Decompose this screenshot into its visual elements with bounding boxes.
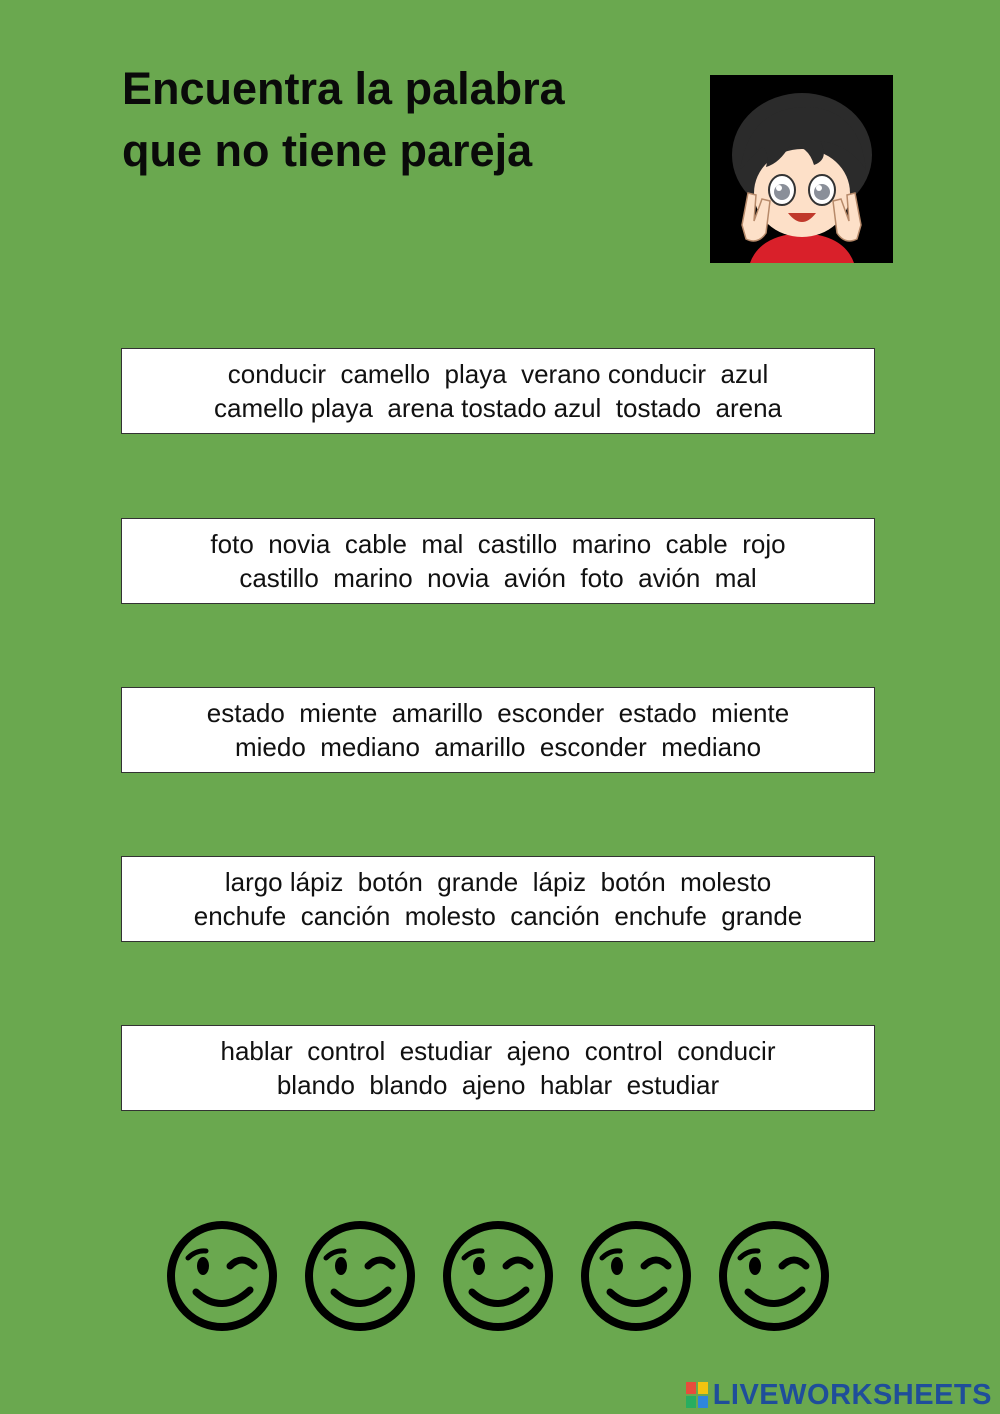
cartoon-girl-peace-sign-icon bbox=[710, 75, 893, 263]
word-line: castillo marino novia avión foto avión mal bbox=[239, 563, 757, 593]
winking-face-icon[interactable] bbox=[442, 1220, 554, 1332]
title-line-2: que no tiene pareja bbox=[122, 125, 533, 176]
smiley-row bbox=[0, 1220, 1000, 1332]
title-line-1: Encuentra la palabra bbox=[122, 63, 565, 114]
footer-brand-text: LIVEWORKSHEETS bbox=[712, 1378, 992, 1411]
word-box-1 bbox=[121, 348, 875, 434]
word-line: camello playa arena tostado azul tostado arena bbox=[213, 393, 783, 423]
word-line: enchufe canción molesto canción enchufe grande bbox=[193, 901, 803, 931]
word-line: miedo mediano amarillo esconder mediano bbox=[234, 732, 762, 762]
winking-face-icon[interactable] bbox=[166, 1220, 278, 1332]
word-line: largo lápiz botón grande lápiz botón molesto bbox=[224, 867, 772, 897]
winking-face-icon[interactable] bbox=[718, 1220, 830, 1332]
winking-face-icon[interactable] bbox=[580, 1220, 692, 1332]
winking-face-icon[interactable] bbox=[304, 1220, 416, 1332]
word-box-2 bbox=[121, 518, 875, 604]
footer-brand[interactable] bbox=[685, 1378, 992, 1412]
word-box-4 bbox=[121, 856, 875, 942]
word-box-3 bbox=[121, 687, 875, 773]
liveworksheets-logo-icon bbox=[685, 1381, 709, 1409]
page-title bbox=[122, 58, 565, 182]
word-line: conducir camello playa verano conducir azul bbox=[227, 359, 769, 389]
word-line: hablar control estudiar ajeno control conducir bbox=[220, 1036, 776, 1066]
word-line: foto novia cable mal castillo marino cable rojo bbox=[210, 529, 786, 559]
word-line: estado miente amarillo esconder estado miente bbox=[206, 698, 790, 728]
word-box-5 bbox=[121, 1025, 875, 1111]
word-line: blando blando ajeno hablar estudiar bbox=[276, 1070, 720, 1100]
